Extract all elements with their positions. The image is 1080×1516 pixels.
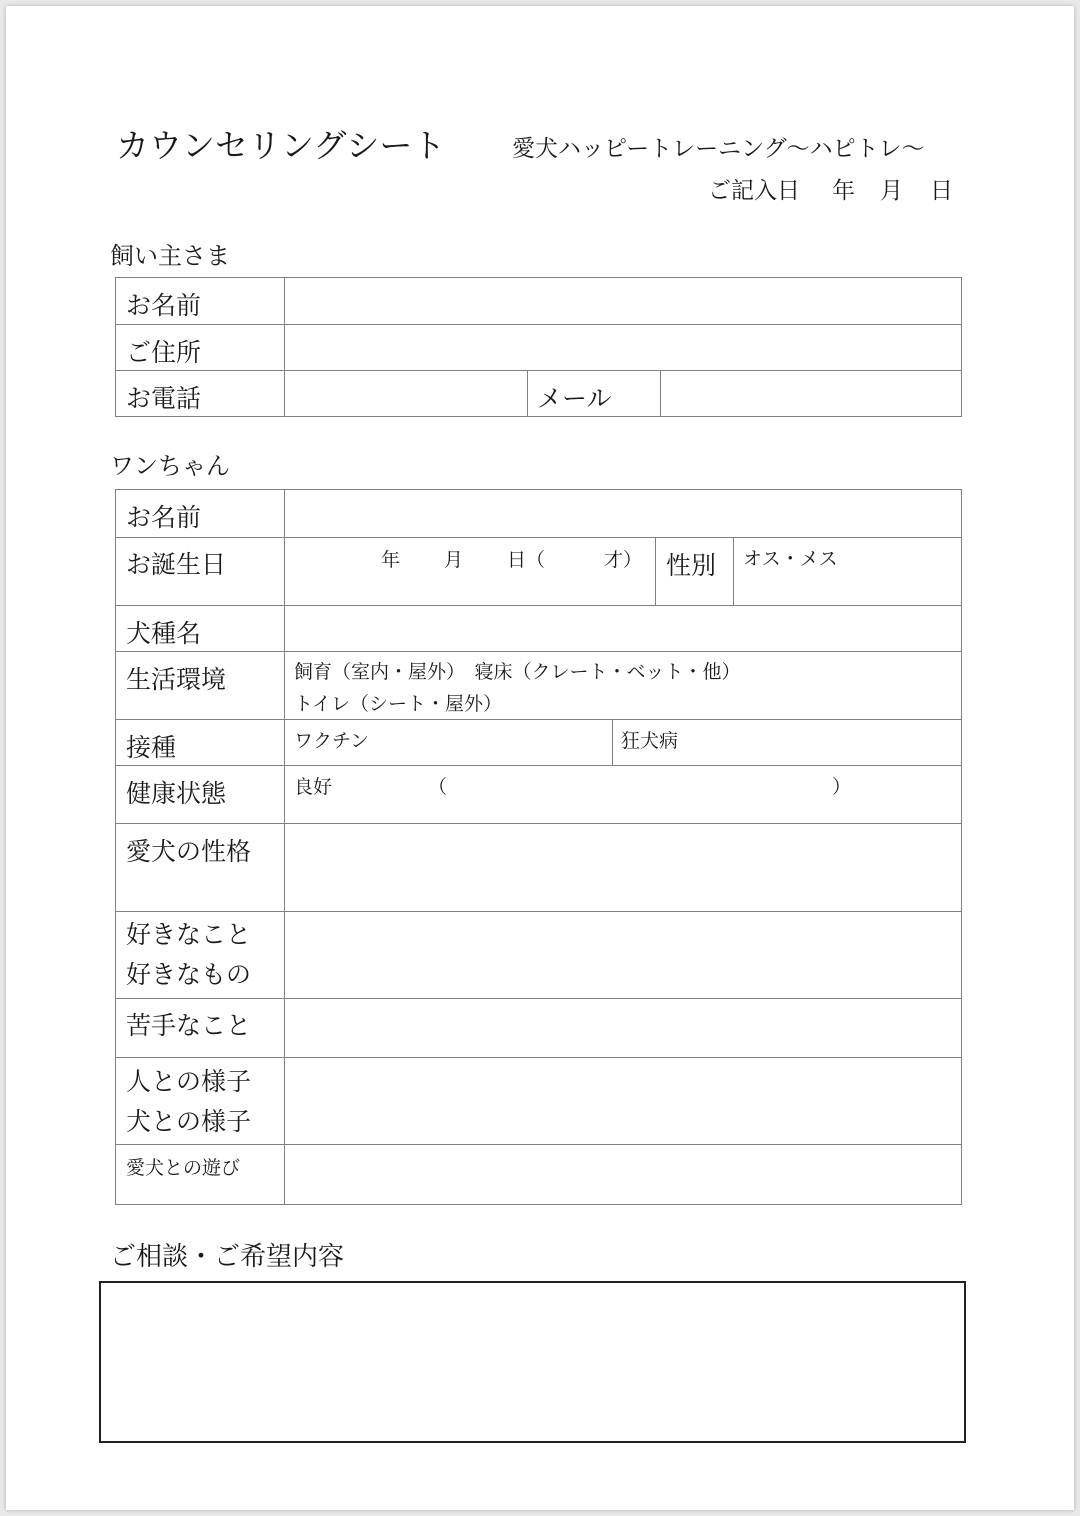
owner-label-divider: [284, 277, 285, 417]
dog-environment-label: 生活環境: [126, 665, 227, 694]
dog-row-divider: [115, 537, 962, 538]
dog-birthday-label: お誕生日: [126, 550, 227, 579]
with-people-label: 人との様子: [126, 1067, 252, 1096]
owner-row-divider: [115, 324, 962, 325]
owner-phone-field[interactable]: [286, 372, 526, 415]
dog-breed-label: 犬種名: [126, 619, 202, 648]
dog-row-divider: [115, 998, 962, 999]
dog-sex-label: 性別: [666, 551, 717, 580]
dog-breed-field[interactable]: [286, 607, 960, 650]
dog-social-label: [126, 1062, 251, 1142]
dog-play-label: 愛犬との遊び: [126, 1157, 241, 1179]
dog-row-divider: [115, 911, 962, 912]
owner-phone-label: お電話: [126, 384, 202, 413]
dog-personality-label: 愛犬の性格: [126, 837, 252, 866]
birthday-sex-divider: [655, 537, 656, 605]
entry-date-day: 日: [930, 178, 953, 204]
dog-row-divider: [115, 651, 962, 652]
owner-address-field[interactable]: [286, 326, 960, 369]
health-open-paren: （: [428, 776, 448, 798]
dog-row-divider: [115, 1057, 962, 1058]
entry-date-label: ご記入日: [708, 178, 800, 204]
vaccine-label: ワクチン: [294, 730, 370, 752]
owner-email-field[interactable]: [662, 372, 960, 415]
dog-row-divider: [115, 605, 962, 606]
dog-sex-options[interactable]: オス・メス: [743, 548, 838, 570]
health-good: 良好: [294, 776, 333, 798]
dog-row-divider: [115, 823, 962, 824]
owner-name-label: お名前: [126, 291, 202, 320]
dog-row-divider: [115, 765, 962, 766]
owner-email-label: メール: [537, 384, 612, 413]
dog-likes-field[interactable]: [286, 913, 960, 997]
rabies-label: 狂犬病: [621, 730, 679, 752]
dog-dislikes-label: 苦手なこと: [126, 1011, 252, 1040]
organization-name: 愛犬ハッピートレーニング〜ハピトレ〜: [512, 136, 925, 162]
dog-label-divider: [284, 489, 285, 1205]
page-title: カウンセリングシート: [116, 126, 446, 165]
vaccine-rabies-divider: [612, 719, 613, 765]
owner-section-heading: 飼い主さま: [110, 242, 230, 270]
health-close-paren: ）: [832, 776, 852, 798]
dog-play-field[interactable]: [286, 1146, 960, 1203]
likes-things-label: 好きなこと: [126, 920, 252, 949]
environment-line-1: 飼育（室内・屋外） 寝床（クレート・ベット・他）: [294, 661, 741, 683]
birthday-age: 才）: [604, 549, 643, 571]
owner-name-field[interactable]: [286, 279, 960, 323]
phone-email-divider: [527, 370, 528, 417]
email-label-divider: [660, 370, 661, 417]
consultation-heading: ご相談・ご希望内容: [110, 1242, 345, 1272]
with-dogs-label: 犬との様子: [126, 1107, 252, 1136]
consultation-field[interactable]: [99, 1281, 966, 1443]
dog-row-divider: [115, 719, 962, 720]
birthday-year: 年: [381, 549, 401, 571]
dog-dislikes-field[interactable]: [286, 1000, 960, 1056]
dog-health-label: 健康状態: [126, 779, 227, 808]
dog-vaccination-label: 接種: [126, 733, 177, 762]
dog-section-heading: ワンちゃん: [110, 452, 230, 480]
birthday-day: 日（: [507, 549, 546, 571]
dog-row-divider: [115, 1144, 962, 1145]
owner-row-divider: [115, 370, 962, 371]
birthday-month: 月: [444, 549, 464, 571]
owner-address-label: ご住所: [126, 338, 202, 367]
entry-date-year: 年: [832, 178, 855, 204]
environment-line-2: トイレ（シート・屋外）: [294, 693, 503, 715]
entry-date-month: 月: [880, 178, 903, 204]
dog-personality-field[interactable]: [286, 825, 960, 910]
dog-name-label: お名前: [126, 503, 202, 532]
dog-social-field[interactable]: [286, 1059, 960, 1143]
likes-objects-label: 好きなもの: [126, 960, 252, 989]
dog-likes-label: [126, 915, 251, 995]
dog-name-field[interactable]: [286, 491, 960, 536]
sex-label-divider: [733, 537, 734, 605]
